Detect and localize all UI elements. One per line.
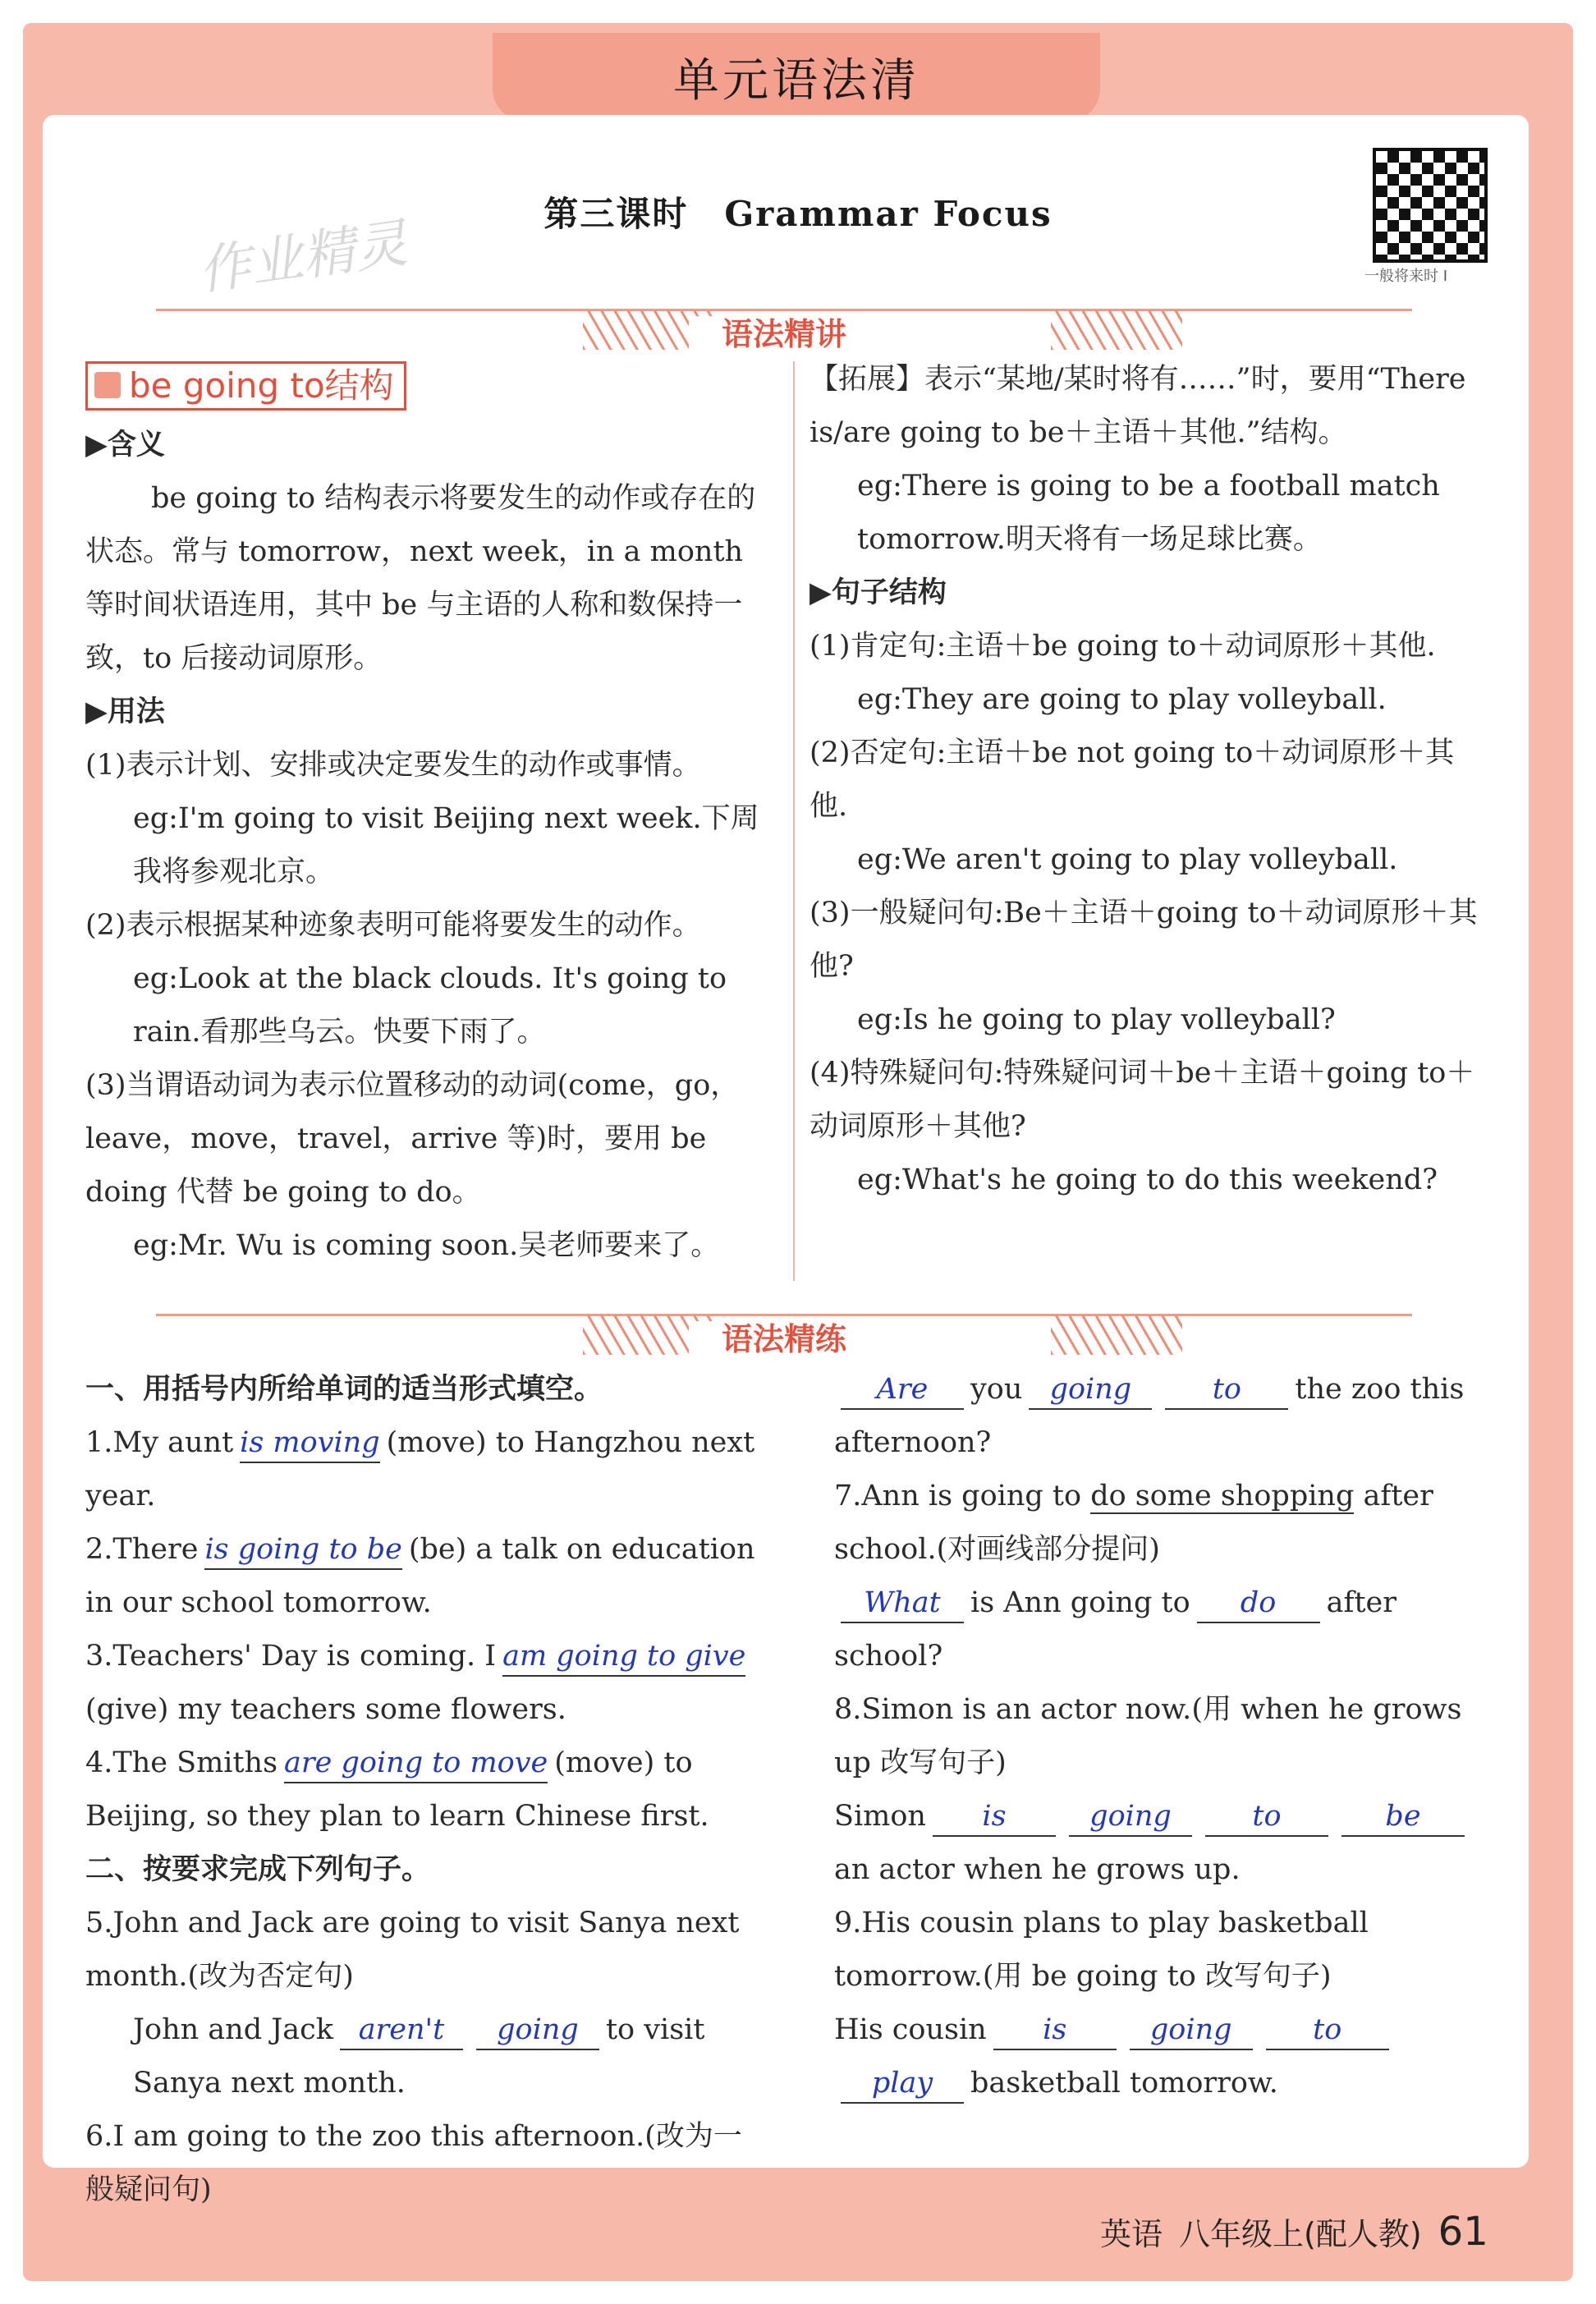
- bookmark-icon: [94, 372, 121, 398]
- topic-tag: be going to结构: [85, 361, 406, 411]
- watermark-logo: 作业精灵: [194, 213, 411, 303]
- grammar-left-column: [85, 361, 767, 1273]
- question-6: 6.I am going to the zoo this afternoon.(改为一般疑问句): [85, 2120, 742, 2206]
- answer-blank[interactable]: do: [1197, 1584, 1320, 1623]
- answer-blank[interactable]: is going to be: [204, 1531, 401, 1570]
- structure-1: (1)肯定句:主语＋be going to＋动词原形＋其他.: [809, 630, 1436, 663]
- question-8: 8.Simon is an actor now.(用 when he grows up 改写句子): [834, 1693, 1462, 1779]
- part-1-title: 一、用括号内所给单词的适当形式填空。: [85, 1373, 603, 1406]
- page-footer: [1100, 2209, 1488, 2266]
- usage-1-example: eg:I'm going to visit Beijing next week.下周我将参观北京。: [133, 802, 759, 888]
- structure-4: (4)特殊疑问句:特殊疑问词＋be＋主语＋going to＋动词原形＋其他?: [809, 1057, 1475, 1143]
- question-8-answer: Simon is going to bean actor when he grows up.: [834, 1790, 1491, 1897]
- answer-blank[interactable]: be: [1341, 1797, 1465, 1837]
- question-9-answer: His cousin is going toplay basketball tomorrow.: [834, 2003, 1491, 2110]
- answer-blank[interactable]: to: [1205, 1797, 1328, 1837]
- answer-blank[interactable]: are going to move: [284, 1744, 548, 1783]
- page-number: 61: [1438, 2209, 1488, 2255]
- question-9: 9.His cousin plans to play basketball tomorrow.(用 be going to 改写句子): [834, 1907, 1369, 1993]
- answer-blank[interactable]: to: [1165, 1370, 1288, 1410]
- answer-blank[interactable]: going: [1130, 2011, 1253, 2050]
- answer-blank[interactable]: is moving: [240, 1424, 379, 1463]
- structure-4-example: eg:What's he going to do this weekend?: [857, 1163, 1438, 1196]
- qr-caption: 一般将来时 I: [1364, 268, 1448, 285]
- structure-1-example: eg:They are going to play volleyball.: [857, 683, 1387, 716]
- answer-blank[interactable]: aren't: [340, 2011, 463, 2050]
- answer-blank[interactable]: going: [476, 2011, 599, 2050]
- meaning-heading: ▶含义: [85, 429, 165, 461]
- extension-example: eg:There is going to be a football match tomorrow.明天将有一场足球比赛。: [857, 470, 1440, 556]
- usage-1: (1)表示计划、安排或决定要发生的动作或事情。: [85, 749, 701, 782]
- answer-blank[interactable]: going: [1069, 1797, 1192, 1837]
- meaning-text: be going to 结构表示将要发生的动作或存在的状态。常与 tomorrow，next week，in a month 等时间状语连用，其中 be 与主语的人称和数保持一致，to 后接动词原形。: [85, 482, 756, 675]
- structure-2-example: eg:We aren't going to play volleyball.: [857, 843, 1398, 876]
- question-5-answer: John and Jack aren't going to visit Sanya next month.: [85, 2003, 767, 2110]
- qr-code-icon[interactable]: [1373, 148, 1488, 263]
- lesson-title: 第三课时 Grammar Focus: [543, 194, 1053, 234]
- question-6-answer: Are you going to the zoo this afternoon?: [834, 1363, 1491, 1470]
- structure-heading: ▶句子结构: [809, 576, 947, 609]
- question-7: 7.Ann is going to do some shopping after school.(对画线部分提问): [834, 1480, 1433, 1566]
- answer-blank[interactable]: play: [841, 2064, 964, 2104]
- section-title: 语法精练: [689, 1321, 879, 1357]
- answer-blank[interactable]: is: [993, 2011, 1117, 2050]
- answer-blank[interactable]: Are: [841, 1370, 964, 1410]
- answer-blank[interactable]: is: [933, 1797, 1056, 1837]
- part-2-title: 二、按要求完成下列句子。: [85, 1853, 431, 1886]
- column-divider: [793, 361, 795, 1281]
- question-5: 5.John and Jack are going to visit Sanya next month.(改为否定句): [85, 1907, 740, 1993]
- structure-2: (2)否定句:主语＋be not going to＋动词原形＋其他.: [809, 737, 1455, 823]
- question-7-answer: What is Ann going to do after school?: [834, 1577, 1491, 1683]
- structure-3: (3)一般疑问句:Be＋主语＋going to＋动词原形＋其他?: [809, 897, 1478, 983]
- unit-banner: 单元语法清: [493, 33, 1100, 122]
- usage-3-example: eg:Mr. Wu is coming soon.吴老师要来了。: [133, 1229, 720, 1262]
- answer-blank[interactable]: going: [1029, 1370, 1152, 1410]
- grammar-right-column: [809, 353, 1491, 1207]
- extension-note: 【拓展】表示“某地/某时将有……”时，要用“There is/are going to be＋主语＋其他.”结构。: [809, 363, 1466, 449]
- answer-blank[interactable]: to: [1266, 2011, 1389, 2050]
- usage-2-example: eg:Look at the black clouds. It's going to rain.看那些乌云。快要下雨了。: [133, 962, 727, 1049]
- question-4: 4.The Smiths are going to move (move) to Beijing, so they plan to learn Chinese first.: [85, 1737, 767, 1843]
- structure-3-example: eg:Is he going to play volleyball?: [857, 1003, 1336, 1036]
- question-1: 1.My aunt is moving (move) to Hangzhou next year.: [85, 1416, 767, 1523]
- exercises-left-column: [85, 1363, 767, 2217]
- footer-subject: 英语: [1100, 2216, 1163, 2252]
- usage-2: (2)表示根据某种迹象表明可能将要发生的动作。: [85, 909, 701, 942]
- answer-blank[interactable]: am going to give: [502, 1637, 745, 1677]
- section-header-practice: [156, 1307, 1412, 1356]
- section-header-explain: [156, 302, 1412, 351]
- exercises-right-column: [834, 1363, 1491, 2110]
- footer-grade: 八年级上(配人教): [1179, 2216, 1422, 2252]
- question-3: 3.Teachers' Day is coming. I am going to give(give) my teachers some flowers.: [85, 1630, 767, 1737]
- section-title: 语法精讲: [689, 316, 879, 352]
- answer-blank[interactable]: What: [841, 1584, 964, 1623]
- usage-3: (3)当谓语动词为表示位置移动的动词(come，go，leave，move，travel，arrive 等)时，要用 be doing 代替 be going to do。: [85, 1069, 740, 1209]
- question-2: 2.There is going to be (be) a talk on education in our school tomorrow.: [85, 1523, 767, 1630]
- underlined-phrase: do some shopping: [1090, 1480, 1355, 1512]
- usage-heading: ▶用法: [85, 695, 165, 728]
